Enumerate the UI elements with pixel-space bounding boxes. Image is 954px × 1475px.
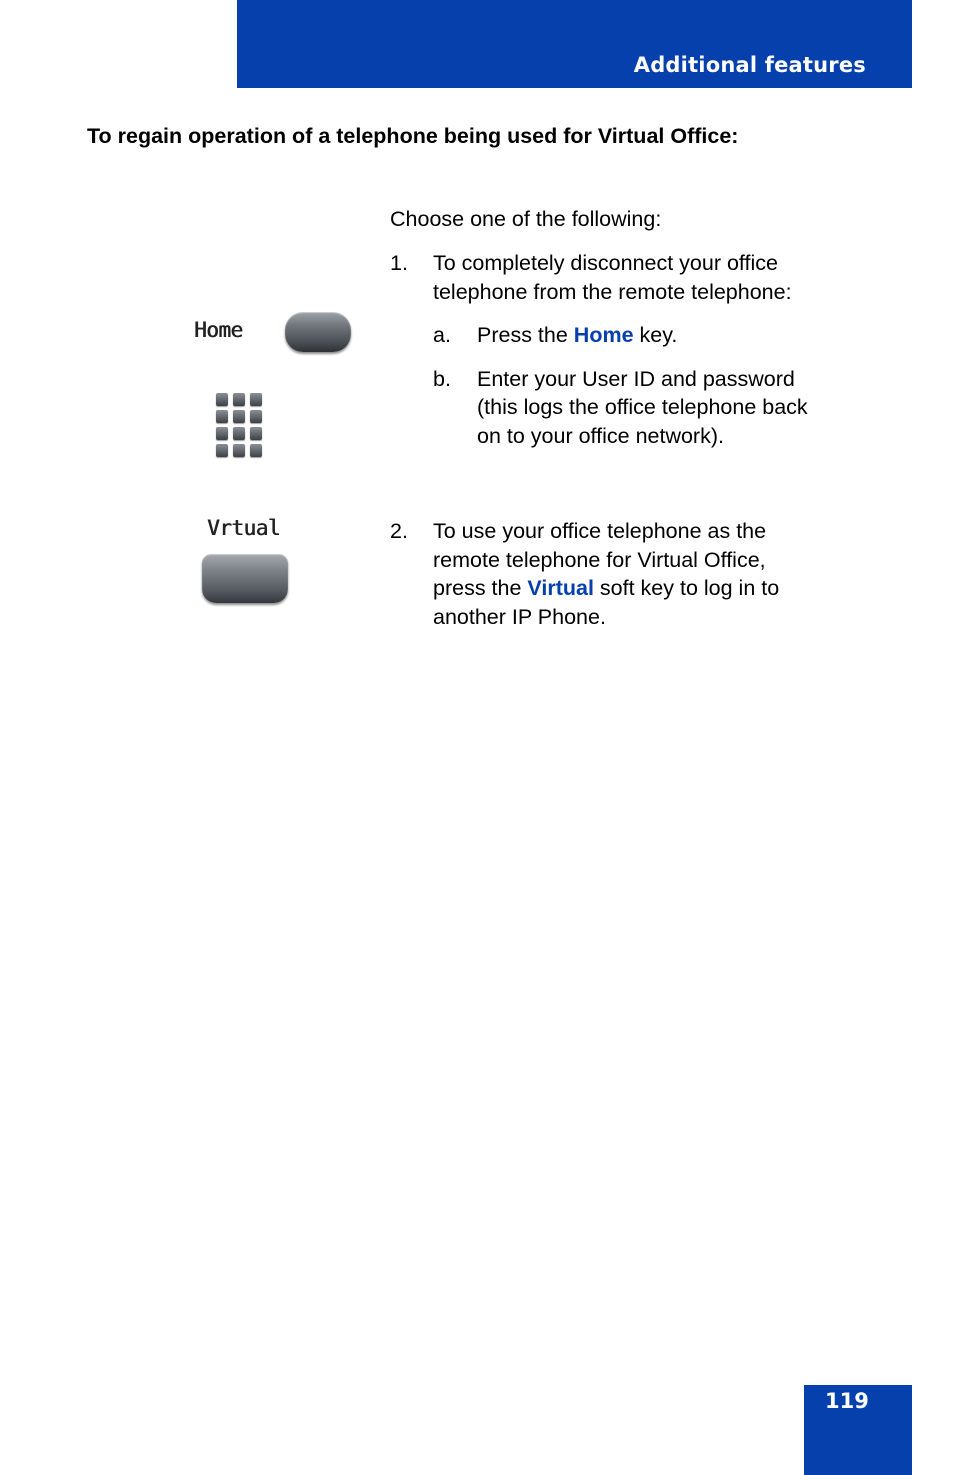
- page-number: 119: [825, 1389, 869, 1413]
- home-key-icon: [285, 312, 351, 352]
- virtual-key-name: Virtual: [527, 576, 594, 600]
- substep-a-text: Press the Home key.: [477, 323, 678, 347]
- step-2-line-1: To use your office telephone as the: [433, 519, 767, 543]
- procedure-heading: To regain operation of a telephone being used for Virtual Office:: [87, 124, 739, 148]
- substep-b-line-3: on to your office network).: [477, 424, 724, 448]
- step-1-number: 1.: [390, 251, 408, 275]
- substep-b-line-1: Enter your User ID and password: [477, 367, 795, 391]
- substep-b-line-2: (this logs the office telephone back: [477, 395, 808, 419]
- step-1-line-1: To completely disconnect your office: [433, 251, 778, 275]
- section-title: Additional features: [633, 53, 866, 77]
- soft-key-icon: [202, 554, 288, 603]
- substep-a-letter: a.: [433, 323, 451, 347]
- page-number-box: [804, 1385, 912, 1475]
- home-lcd-label: Home: [194, 318, 243, 342]
- virtual-lcd-label: Vrtual: [207, 516, 280, 540]
- step-2-line-4: another IP Phone.: [433, 605, 606, 629]
- home-key-name: Home: [573, 323, 634, 347]
- dialpad-icon: [216, 393, 262, 460]
- step-2-line-3: press the Virtual soft key to log in to: [433, 576, 780, 600]
- step-2-number: 2.: [390, 519, 408, 543]
- step-2-line-2: remote telephone for Virtual Office,: [433, 548, 766, 572]
- header-band: [237, 0, 912, 88]
- intro-text: Choose one of the following:: [390, 207, 662, 231]
- step-1-line-2: telephone from the remote telephone:: [433, 280, 792, 304]
- substep-b-letter: b.: [433, 367, 451, 391]
